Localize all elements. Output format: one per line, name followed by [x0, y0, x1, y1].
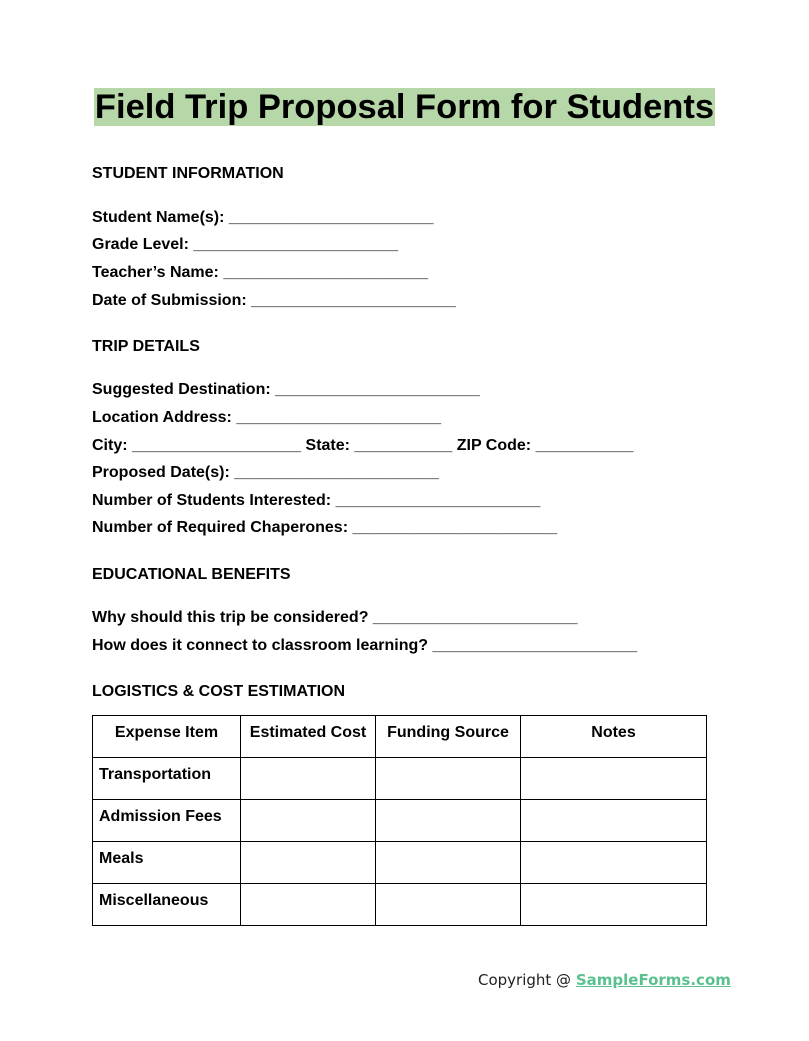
table-row [93, 842, 707, 884]
page-title: Field Trip Proposal Form for Students [94, 88, 715, 126]
notes-cell[interactable] [521, 884, 707, 926]
column-header: Estimated Cost [241, 716, 376, 758]
section-heading-student: STUDENT INFORMATION [92, 165, 284, 182]
section-heading-trip: TRIP DETAILS [92, 338, 200, 355]
funding-cell[interactable] [376, 758, 521, 800]
table-row [93, 800, 707, 842]
expense-item: Miscellaneous [93, 884, 241, 926]
cost-cell[interactable] [241, 842, 376, 884]
field-student-names[interactable]: Student Name(s): _______________________ [92, 209, 434, 226]
sampleforms-link[interactable]: SampleForms.com [575, 971, 731, 989]
cost-cell[interactable] [241, 758, 376, 800]
title-banner [0, 88, 809, 126]
funding-cell[interactable] [376, 800, 521, 842]
table-row [93, 758, 707, 800]
expense-item: Meals [93, 842, 241, 884]
expense-item: Transportation [93, 758, 241, 800]
field-date-submission[interactable]: Date of Submission: _______________________ [92, 292, 456, 309]
field-students-interested[interactable]: Number of Students Interested: _______________________ [92, 492, 541, 509]
column-header: Notes [521, 716, 707, 758]
field-why-considered[interactable]: Why should this trip be considered? _______________________ [92, 609, 578, 626]
field-grade-level[interactable]: Grade Level: _______________________ [92, 236, 399, 253]
column-header: Expense Item [93, 716, 241, 758]
notes-cell[interactable] [521, 842, 707, 884]
expense-item: Admission Fees [93, 800, 241, 842]
field-classroom-connection[interactable]: How does it connect to classroom learning? _______________________ [92, 637, 638, 654]
notes-cell[interactable] [521, 800, 707, 842]
table-row [93, 884, 707, 926]
field-location-address[interactable]: Location Address: _______________________ [92, 409, 441, 426]
table-header-row [93, 716, 707, 758]
section-heading-logistics: LOGISTICS & COST ESTIMATION [92, 683, 346, 700]
funding-cell[interactable] [376, 842, 521, 884]
cost-cell[interactable] [241, 884, 376, 926]
copyright-footer [478, 971, 731, 989]
field-city-state-zip[interactable]: City: ___________________ State: ___________ ZIP Code: ___________ [92, 437, 634, 454]
funding-cell[interactable] [376, 884, 521, 926]
section-heading-benefits: EDUCATIONAL BENEFITS [92, 566, 291, 583]
column-header: Funding Source [376, 716, 521, 758]
field-teacher-name[interactable]: Teacher’s Name: _______________________ [92, 264, 428, 281]
field-destination[interactable]: Suggested Destination: _______________________ [92, 381, 480, 398]
copyright-text: Copyright @ [478, 971, 576, 989]
cost-table [92, 715, 707, 926]
field-proposed-dates[interactable]: Proposed Date(s): _______________________ [92, 464, 439, 481]
field-chaperones[interactable]: Number of Required Chaperones: _______________________ [92, 519, 558, 536]
notes-cell[interactable] [521, 758, 707, 800]
cost-cell[interactable] [241, 800, 376, 842]
